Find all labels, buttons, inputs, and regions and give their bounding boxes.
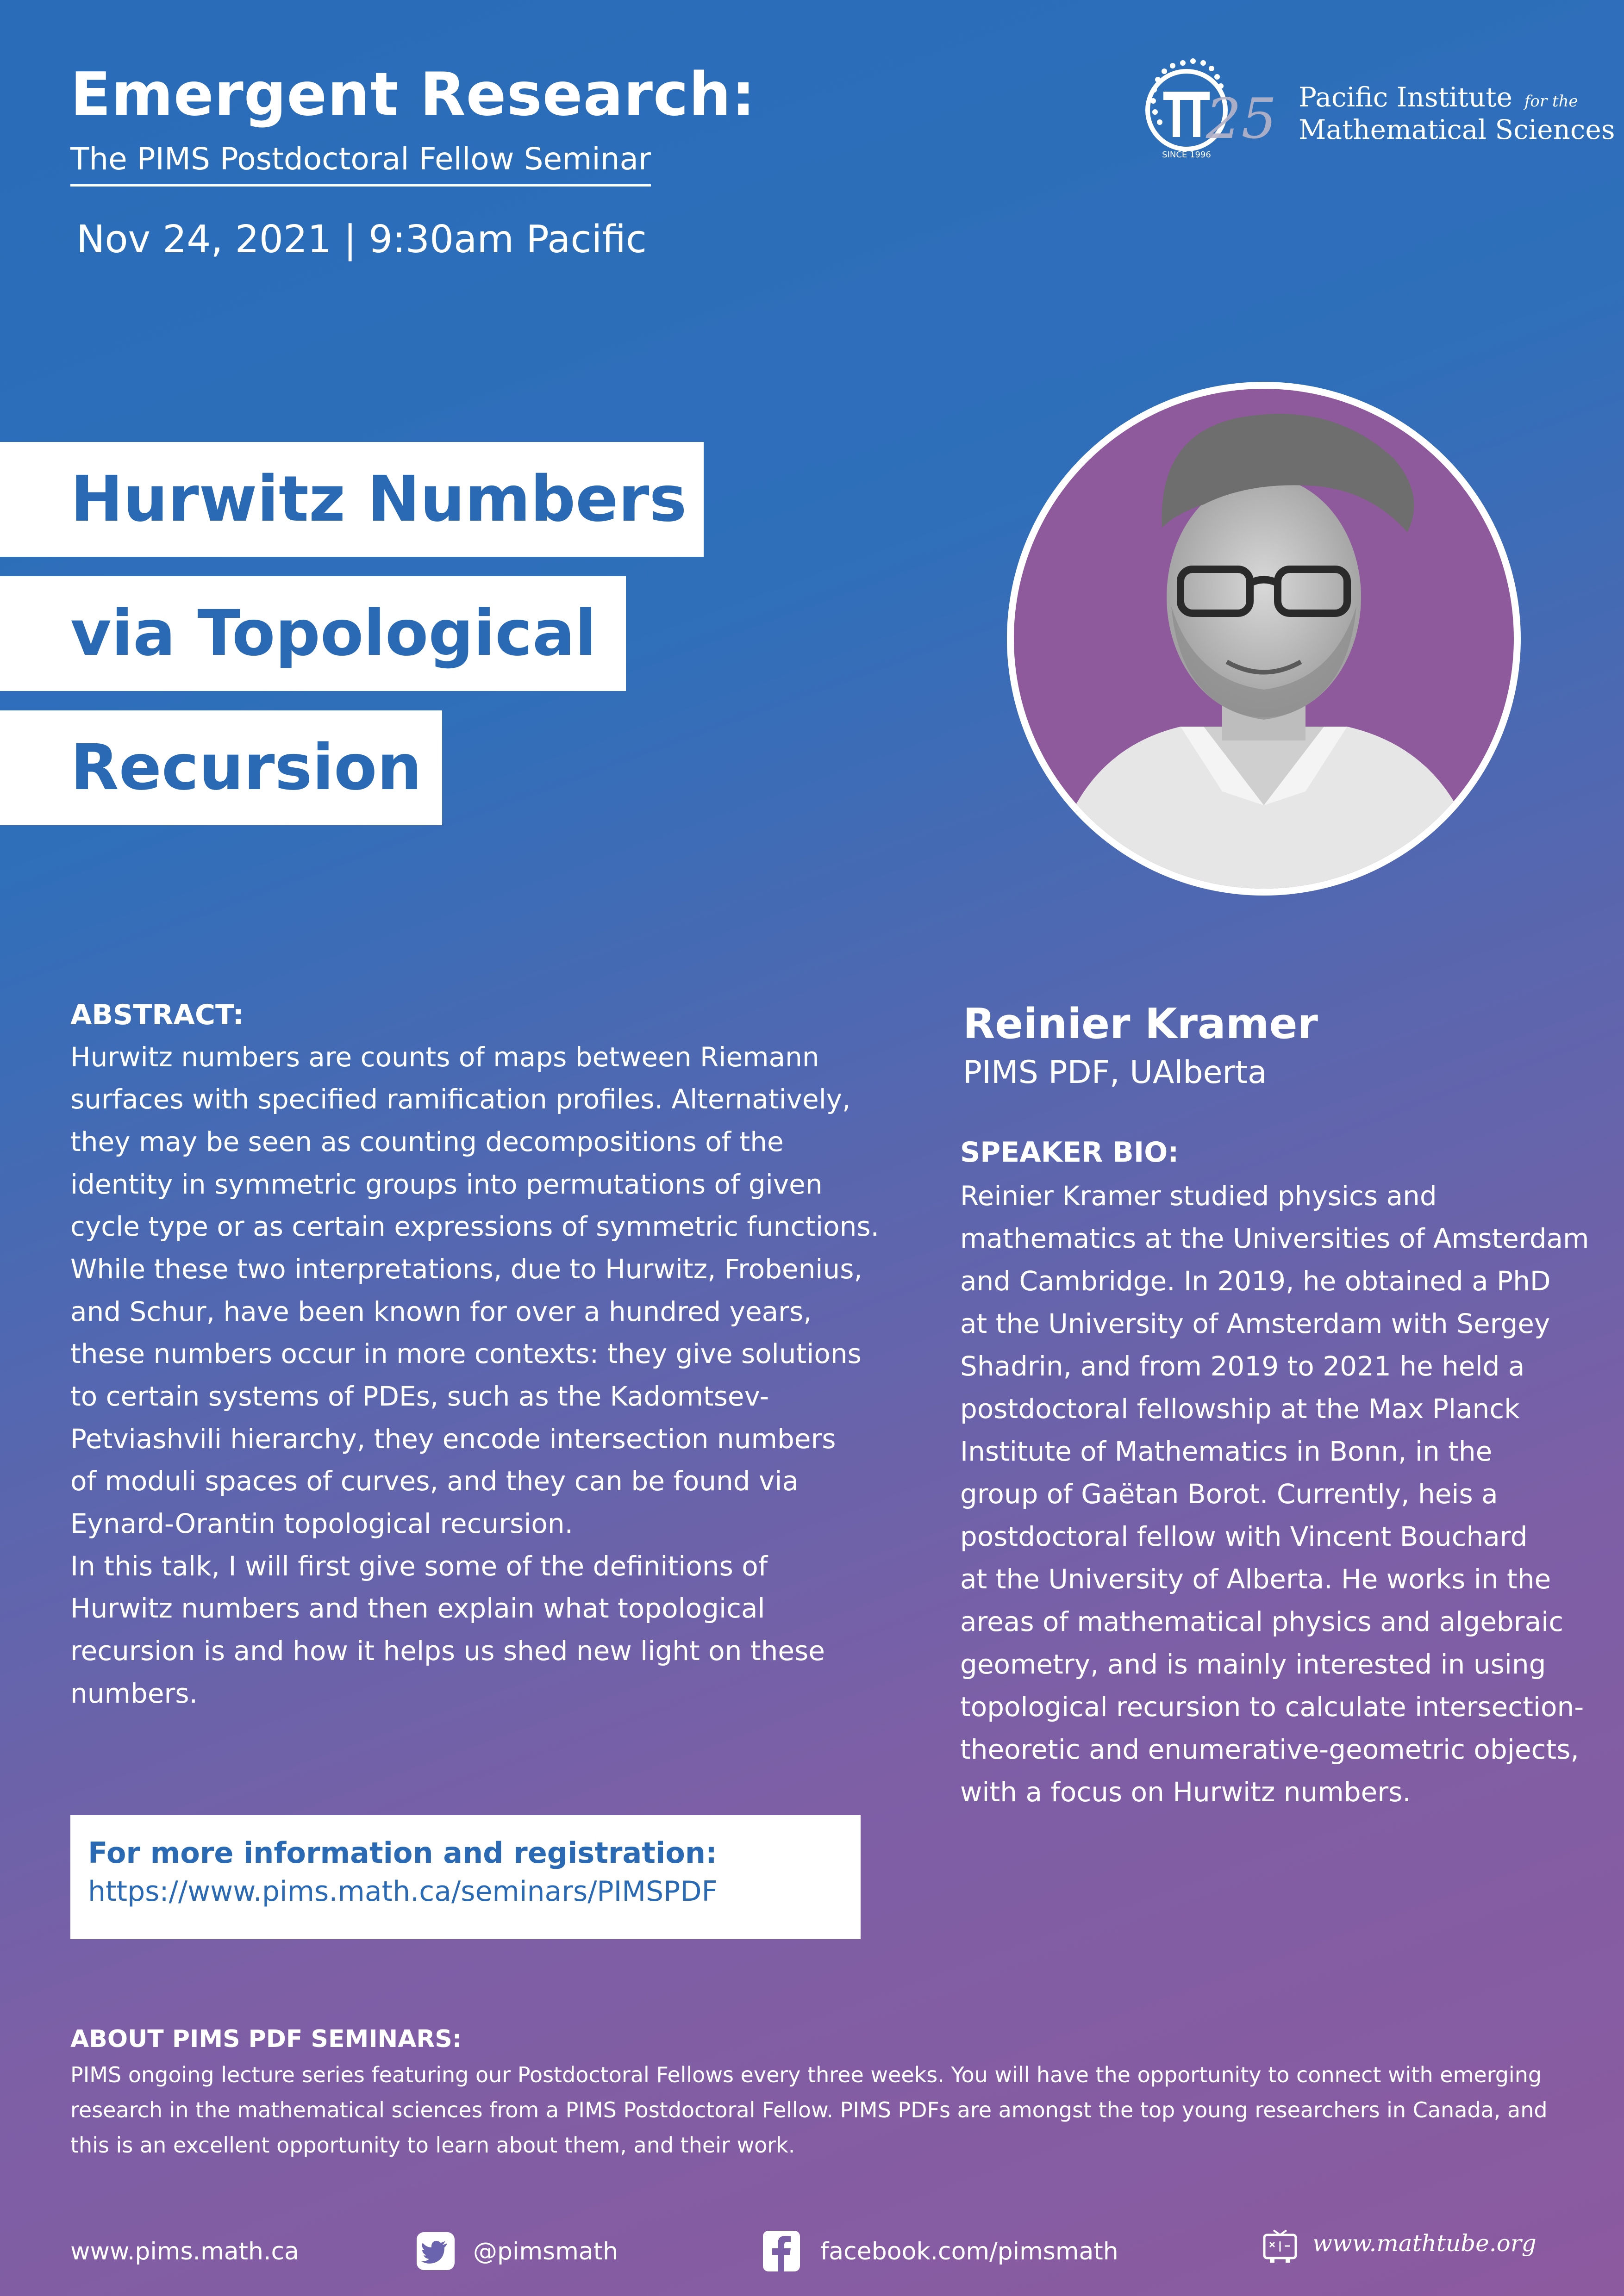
abstract-line: Eynard-Orantin topological recursion.: [70, 1508, 574, 1539]
speaker-photo: [963, 375, 1565, 902]
abstract-line: While these two interpretations, due to Hurwitz, Frobenius,: [70, 1253, 862, 1285]
abstract-line: these numbers occur in more contexts: they give solutions: [70, 1338, 862, 1369]
abstract-line: Petviashvili hierarchy, they encode intersection numbers: [70, 1423, 836, 1455]
logo-since-text: SINCE 1996: [1162, 150, 1211, 160]
bio-line: at the University of Alberta. He works in the: [960, 1563, 1551, 1595]
registration-link[interactable]: https://www.pims.math.ca/seminars/PIMSPDF: [88, 1875, 718, 1908]
bio-line: geometry, and is mainly interested in using: [960, 1649, 1546, 1680]
abstract-line: to certain systems of PDEs, such as the Kadomtsev-: [70, 1381, 769, 1412]
bio-line: postdoctoral fellow with Vincent Bouchard: [960, 1521, 1528, 1552]
series-title: Emergent Research:: [70, 60, 756, 129]
mathtube-icon: [1262, 2228, 1299, 2265]
logo-institute-name: Pacific Institute: [1299, 81, 1512, 113]
about-line: PIMS ongoing lecture series featuring our Postdoctoral Fellows every three weeks. You will have the opportunity to connect with emerging: [70, 2062, 1542, 2087]
abstract-heading: ABSTRACT:: [70, 999, 244, 1031]
bio-line: theoretic and enumerative-geometric objects,: [960, 1734, 1579, 1765]
logo-anniversary-number: 25: [1206, 87, 1277, 151]
bio-line: Shadrin, and from 2019 to 2021 he held a: [960, 1350, 1525, 1382]
facebook-icon: [763, 2231, 800, 2271]
bio-line: at the University of Amsterdam with Sergey: [960, 1308, 1550, 1339]
registration-heading: For more information and registration:: [88, 1836, 717, 1870]
speaker-bio-heading: SPEAKER BIO:: [960, 1136, 1179, 1169]
pims-logo: [1137, 55, 1615, 166]
bio-line: areas of mathematical physics and algebraic: [960, 1606, 1564, 1637]
speaker-affiliation: PIMS PDF, UAlberta: [963, 1054, 1267, 1091]
abstract-line: they may be seen as counting decompositions of the: [70, 1126, 784, 1157]
bio-line: Institute of Mathematics in Bonn, in the: [960, 1436, 1493, 1467]
about-line: this is an excellent opportunity to learn about them, and their work.: [70, 2133, 795, 2158]
logo-text-line2: Mathematical Sciences: [1299, 114, 1615, 145]
abstract-line: cycle type or as certain expressions of symmetric functions.: [70, 1211, 879, 1242]
logo-text-line1: [1299, 81, 1578, 113]
bio-line: mathematics at the Universities of Amsterdam: [960, 1223, 1589, 1254]
bio-line: Reinier Kramer studied physics and: [960, 1180, 1437, 1212]
footer-twitter-handle[interactable]: @pimsmath: [473, 2238, 618, 2265]
abstract-line: In this talk, I will first give some of the definitions of: [70, 1550, 768, 1582]
series-subtitle: The PIMS Postdoctoral Fellow Seminar: [70, 141, 651, 187]
abstract-line: numbers.: [70, 1678, 198, 1709]
abstract-line: identity in symmetric groups into permutations of given: [70, 1169, 823, 1200]
talk-title-line-1: Hurwitz Numbers: [0, 442, 704, 557]
abstract-line: recursion is and how it helps us shed new light on these: [70, 1635, 825, 1667]
abstract-line: Hurwitz numbers are counts of maps between Riemann: [70, 1041, 819, 1073]
twitter-icon: [417, 2232, 455, 2270]
abstract-line: and Schur, have been known for over a hundred years,: [70, 1296, 812, 1327]
talk-title-line-2: via Topological: [0, 576, 626, 691]
bio-line: and Cambridge. In 2019, he obtained a PhD: [960, 1265, 1551, 1297]
footer-facebook-link[interactable]: facebook.com/pimsmath: [820, 2238, 1118, 2265]
abstract-line: of moduli spaces of curves, and they can be found via: [70, 1465, 799, 1497]
event-date-time: Nov 24, 2021 | 9:30am Pacific: [76, 218, 647, 261]
logo-for-the: for the: [1524, 92, 1578, 111]
bio-line: topological recursion to calculate intersection-: [960, 1691, 1584, 1723]
talk-title-line-3: Recursion: [0, 710, 442, 825]
abstract-line: Hurwitz numbers and then explain what topological: [70, 1593, 765, 1624]
about-line: research in the mathematical sciences from a PIMS Postdoctoral Fellow. PIMS PDFs are amongst the top young researchers in Canada, and: [70, 2097, 1548, 2122]
footer-website-link[interactable]: www.pims.math.ca: [70, 2238, 299, 2265]
footer-mathtube-link[interactable]: www.mathtube.org: [1312, 2230, 1537, 2257]
about-heading: ABOUT PIMS PDF SEMINARS:: [70, 2025, 462, 2053]
pims-logo-icon: [1137, 55, 1277, 166]
abstract-line: surfaces with specified ramification profiles. Alternatively,: [70, 1083, 851, 1115]
speaker-name: Reinier Kramer: [963, 1000, 1318, 1048]
bio-line: with a focus on Hurwitz numbers.: [960, 1776, 1411, 1808]
bio-line: group of Gaëtan Borot. Currently, heis a: [960, 1478, 1498, 1510]
registration-info-box: [70, 1815, 861, 1939]
bio-line: postdoctoral fellowship at the Max Planck: [960, 1393, 1520, 1425]
